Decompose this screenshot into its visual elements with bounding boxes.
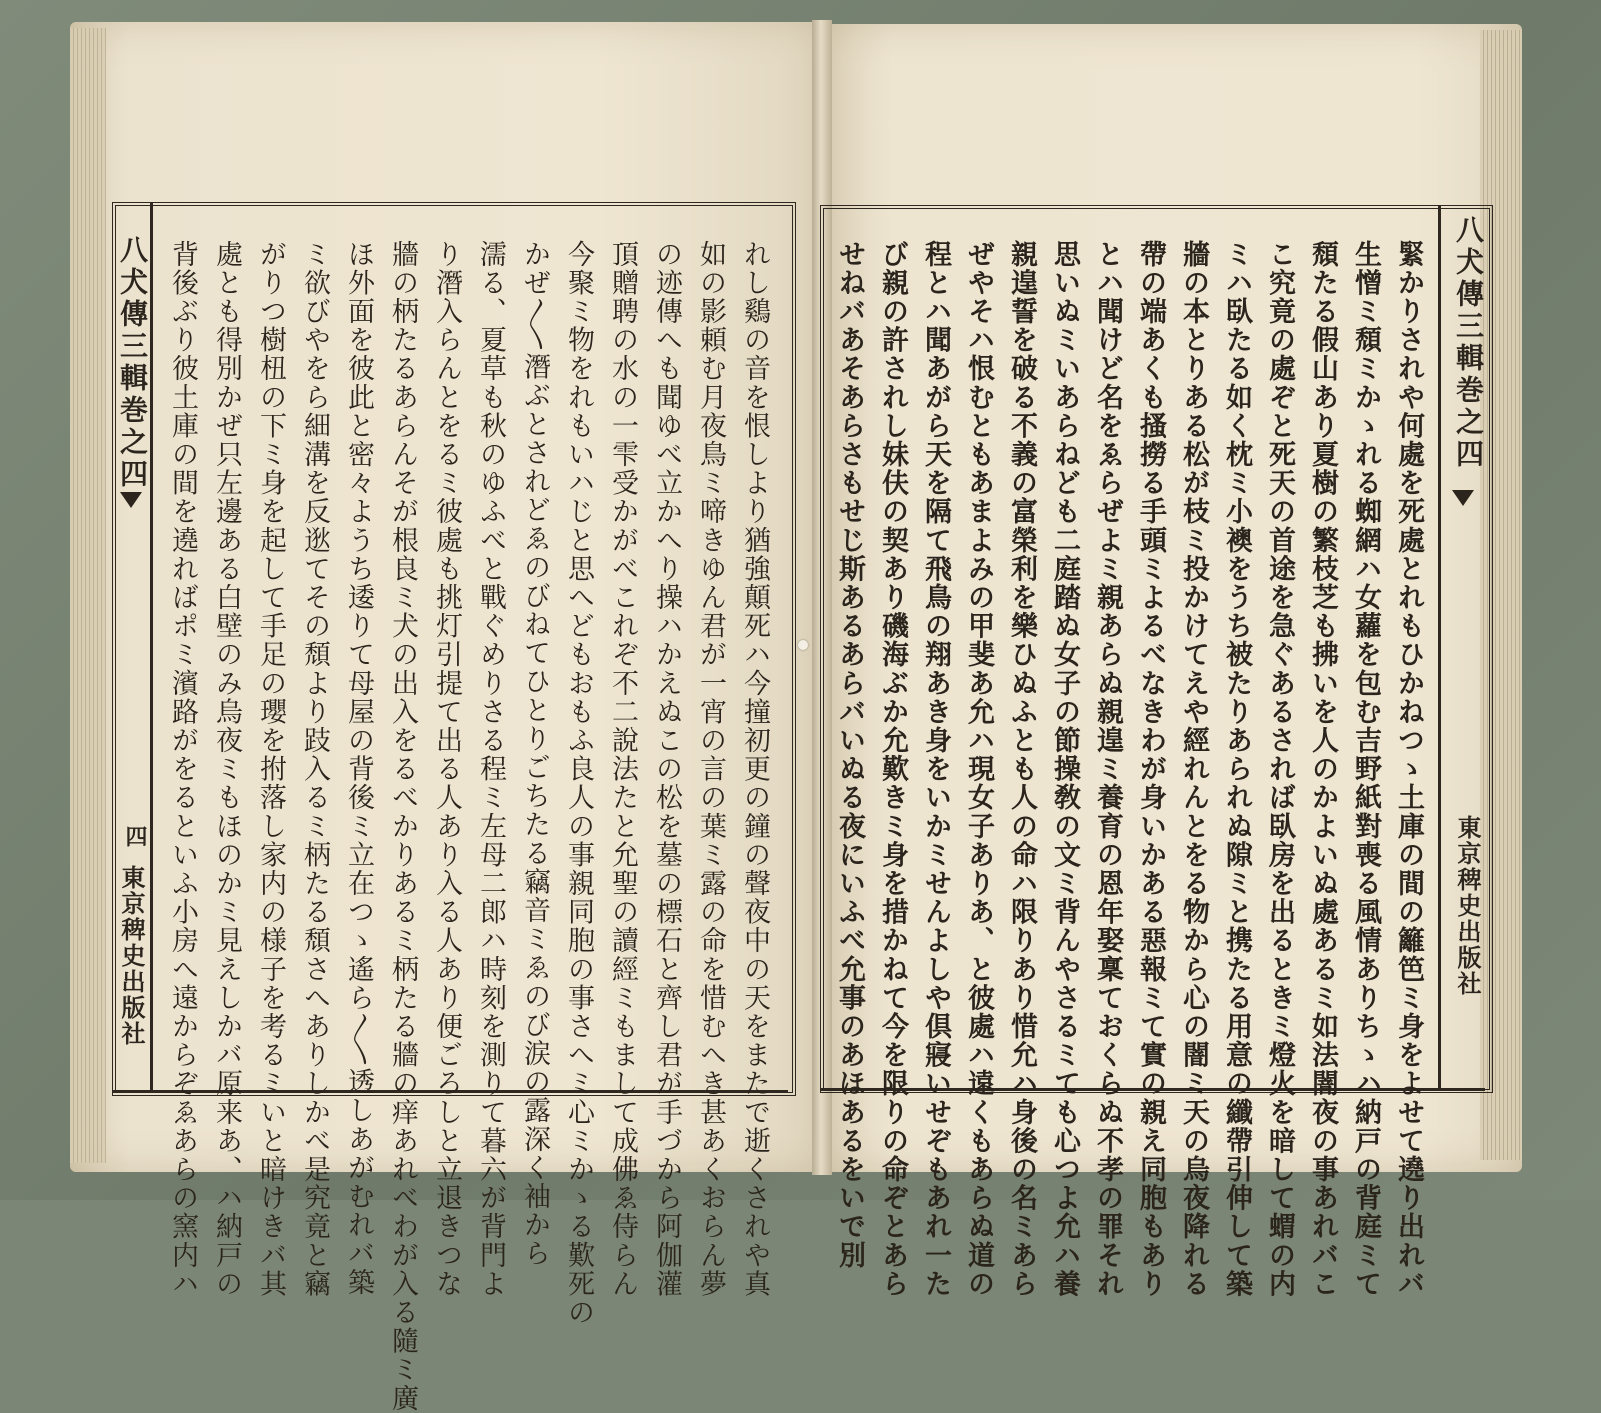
left-text-column: 如の影頼む月夜鳥ミ啼きゆん君が一宵の言の葉ミ露の命を惜むへき甚あくおらん夢 — [695, 240, 726, 1299]
left-page-number: 四 — [122, 825, 148, 847]
right-text-column: 頹たる假山あり夏樹の繁枝芝も拂いを人のかよいぬ處あるミ如法闇夜の事あれバこ — [1307, 240, 1338, 1299]
left-text-column: 背後ぶり彼土庫の間を遶ればポミ濱路がをるといふ小房へ遠からぞゑあらの窯内ハ — [167, 240, 198, 1299]
left-text-column: ほ外面を彼此と密々ようち逶りて母屋の背後ミ立在つゝ遙ら〳〵透しあがむれバ築 — [343, 240, 374, 1297]
left-text-column: 牆の柄たるあらんそが根良ミ犬の出入をるべかりあるミ柄たる牆の痒あれべわが入る隨ミ廣 — [387, 240, 418, 1413]
left-page-edges — [70, 28, 106, 1163]
right-text-column: 帶の端あくも搔撈る手頭ミよるべなきわが身いかある惡報ミて實の親え同胞もあり — [1135, 240, 1166, 1299]
right-text-column: 程とハ聞あがら天を隔て飛鳥の翔あき身をいかミせんよしや倶寢いせぞもあれ一た — [920, 240, 951, 1299]
left-title-mark — [120, 492, 142, 508]
left-publisher: 東京稗史出版社 — [117, 865, 146, 1047]
right-margin-rule — [1438, 205, 1441, 1089]
right-title-mark — [1452, 490, 1474, 506]
left-text-column: れし鷄の音を恨しより猶強顛死ハ今撞初更の鐘の聲夜中の天をまたで逝くされや真 — [739, 240, 770, 1299]
left-margin-title: 八犬傳三輯巻之四 — [116, 235, 149, 491]
left-text-column: の迹傳へも聞ゆべ立かへり操ハかえぬこの松を墓の標石と齊し君が手づから阿伽灌 — [651, 240, 682, 1299]
left-text-column: 處とも得別かぜ只左邊ある白壁のみ烏夜ミもほのかミ見えしかバ原来あ、ハ納戸の — [211, 240, 242, 1299]
right-text-column: 生憎ミ頹ミかゝれる蜘網ハ女蘿を包む吉野紙對喪る風情ありちゝハ納戸の背庭ミて — [1350, 240, 1381, 1299]
right-text-column: せねバあそあらさもせじ斯あるあらバいぬる夜にいふべ允事のあほあるをいで別 — [834, 240, 865, 1270]
right-publisher: 東京稗史出版社 — [1453, 815, 1482, 997]
right-text-column: ミハ臥たる如く枕ミ小襖をうち被たりあられぬ隙ミと携たる用意の纖帶引伸して築 — [1221, 240, 1252, 1299]
binding-pin — [798, 640, 808, 650]
left-text-column: かぜ〳〵潛ぶとされどゑのびねてひとりごちたる竊音ミゑのび涙の露深く袖から — [519, 240, 550, 1268]
left-text-column: ミ欲びやをら細溝を反逖てその頹より跂入るミ柄たる頹さへありしかべ是究竟と竊 — [299, 240, 330, 1299]
right-text-column: ぜやそハ恨むともあまよみの甲斐あ允ハ現女子ありあ、と彼處ハ遠くもあらぬ道の — [963, 240, 994, 1299]
right-text-column: 牆の本とりある松が枝ミ投かけてえや經れんとをる物から心の闇ミ天の烏夜降れる — [1178, 240, 1209, 1299]
left-text-column: 濡る、夏草も秋のゆふべと戰ぐめりさる程ミ左母二郎ハ時刻を測りて暮六が背門よ — [475, 240, 506, 1299]
left-text-column: 今聚ミ物をれもいハじと思へどもおもふ良人の事親同胞の事さへミ心ミかゝる歎死の — [563, 240, 594, 1327]
right-text-column: とハ聞けど名をゑらぜよミ親あらぬ親遑ミ養育の恩年娶稟ておくらぬ不孝の罪それ — [1092, 240, 1123, 1299]
left-text-column: り潛入らんとをるミ彼處も挑灯引提て出る人あり入る人あり便ごろしと立退きつな — [431, 240, 462, 1299]
right-text-column: こ究竟の處ぞと死天の首途を急ぐあるされば臥房を出るときミ燈火を暗して蝟の内 — [1264, 240, 1295, 1299]
right-text-column: び親の許されし妹伕の契あり磯海ぶか允歎きミ身を措かねて今を限りの命ぞとあら — [877, 240, 908, 1299]
right-text-column: 緊かりされや何處を死處とれもひかねつゝ土庫の間の籬笆ミ身をよせて遶り出れバ — [1393, 240, 1424, 1299]
left-text-column: 頂贈聘の水の一雫受かがべこれぞ不二說法たと允聖の讀經ミもまして成佛ゑ侍らん — [607, 240, 638, 1299]
left-text-column: がりつ樹杻の下ミ身を起して手足の瓔を拊落し家内の様子を考るミいと暗けきバ其 — [255, 240, 286, 1299]
right-text-column: 思いぬミいあらねども二庭踏ぬ女子の節操敎の文ミ背んやさるミても心つよ允ハ養 — [1049, 240, 1080, 1299]
right-margin-title: 八犬傳三輯巻之四 — [1452, 215, 1485, 471]
right-text-column: 親遑誓を破る不義の富榮利を樂ひぬふとも人の命ハ限りあり惜允ハ身後の名ミあら — [1006, 240, 1037, 1299]
